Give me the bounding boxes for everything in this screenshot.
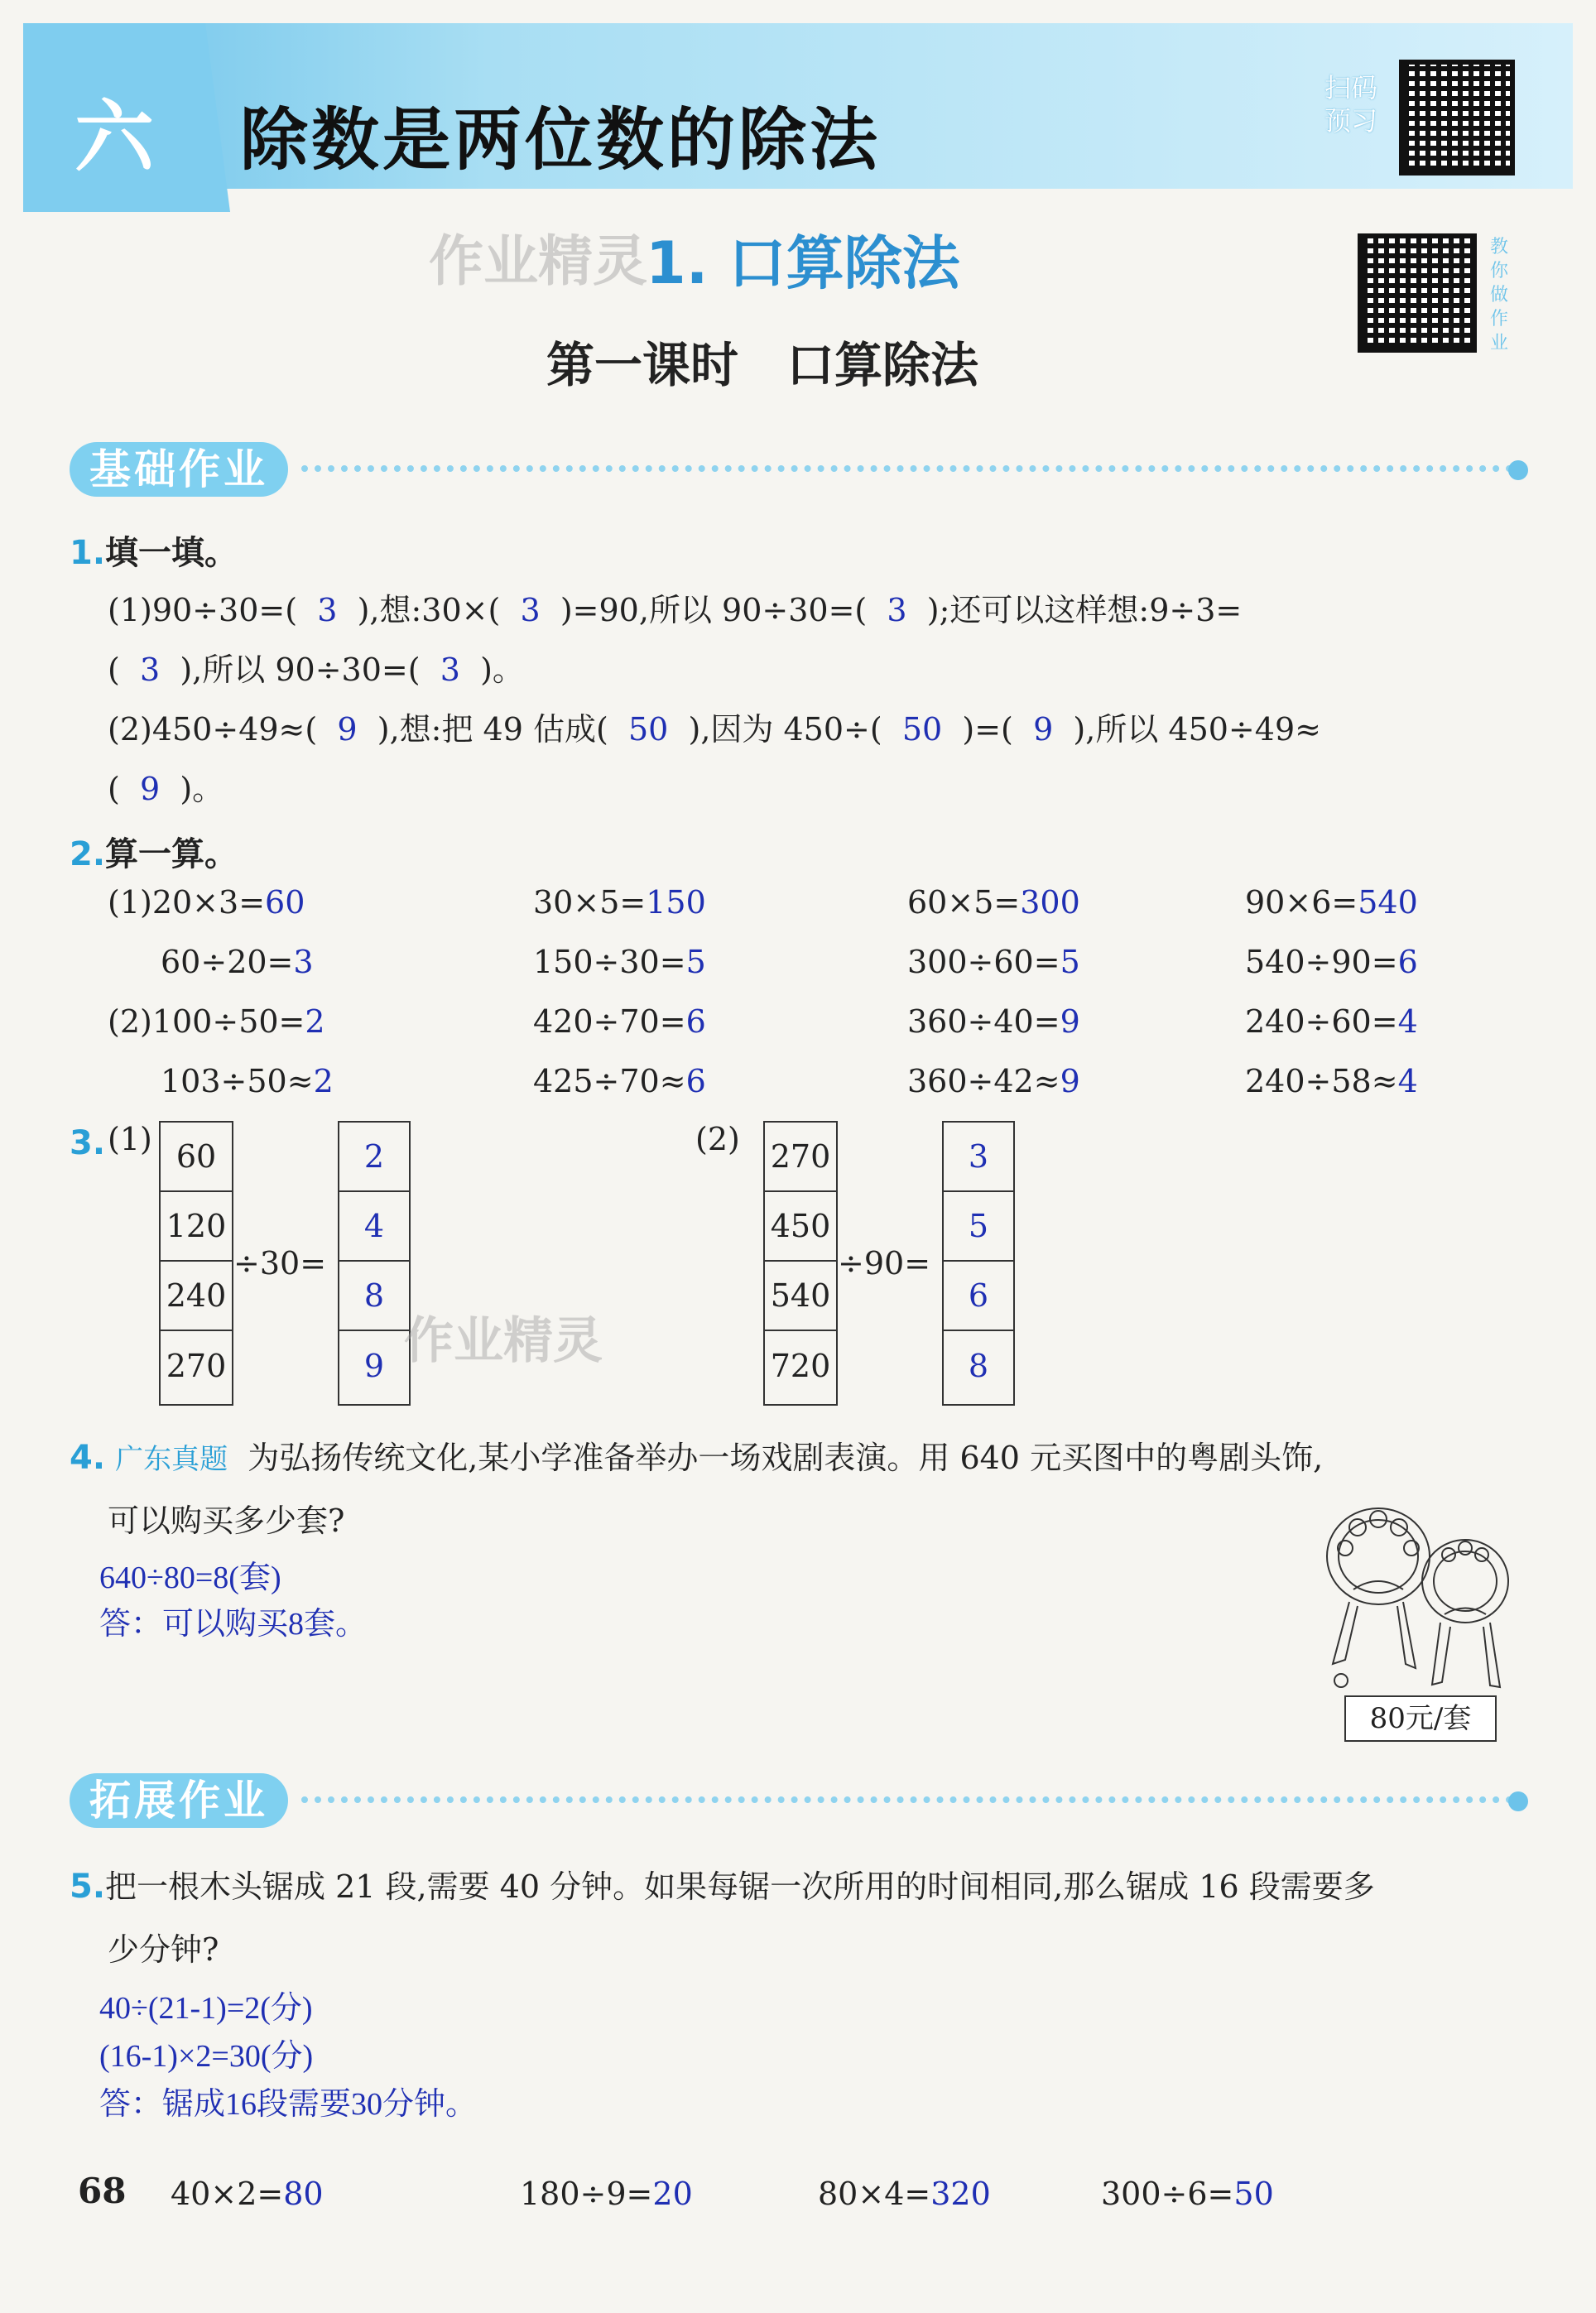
expr: 30×5= [533,884,647,921]
text: )=( [962,711,1013,748]
text: ),所以 90÷30=( [180,652,421,688]
quotient-cell: 3 [944,1123,1013,1192]
text: ),因为 450÷( [688,711,882,748]
expr: 90×6= [1245,884,1358,921]
expr: 103÷50≈ [161,1063,314,1099]
text: )。 [480,652,524,688]
calc-item [907,944,1080,980]
question-number: 2. [70,835,106,873]
expr: 540÷90= [1245,944,1398,980]
handwritten-answer: 答：锯成16段需要30分钟。 [99,2087,478,2122]
quotient-cell: 9 [363,1348,385,1384]
answer: 50 [901,711,943,748]
question-title: 填一填。 [105,534,238,572]
expr: 180÷9= [520,2176,653,2212]
calc-item [907,884,1080,921]
calc-item [1245,944,1418,980]
scan-preview-label [1324,71,1377,137]
calc-item [161,944,314,980]
homework-help-qr-code-icon[interactable] [1358,233,1477,353]
dividend-cell: 270 [765,1123,836,1192]
footer-calc [1101,2176,1274,2212]
quotient-cell: 2 [339,1123,409,1192]
dividend-cell: 540 [765,1262,836,1331]
expr: 80×4= [818,2176,931,2212]
expr: 300÷60= [907,944,1060,980]
question-text-cont: 可以购买多少套? [108,1503,345,1539]
q1-line-4 [108,763,224,809]
footer-calc [818,2176,991,2212]
calc-item [108,1003,325,1040]
q3-part2-dividends [763,1121,838,1406]
expr: 420÷70= [533,1003,686,1040]
scan-label-line2: 预习 [1324,105,1378,137]
handwritten-answer: 答：可以购买8套。 [99,1607,368,1642]
expr: 150÷30= [533,944,686,980]
section-title: 1. 口算除法 [646,229,960,297]
dividend-cell: 60 [161,1123,232,1192]
text: (1)90÷30=( [108,592,298,628]
calc-item [533,1003,706,1040]
answer: 80 [283,2176,324,2212]
answer: 300 [1020,884,1080,921]
answer: 4 [1397,1063,1418,1099]
answer: 3 [440,652,460,688]
footer-calc [171,2176,324,2212]
answer: 540 [1358,884,1418,921]
expr: 60÷20= [161,944,294,980]
expr: 60×5= [907,884,1021,921]
expr: 240÷60= [1245,1003,1398,1040]
quotient-cell: 6 [944,1262,1013,1331]
q1-line-2 [108,644,524,690]
expr: (2)100÷50= [108,1003,305,1040]
q3-part2-quotients [942,1121,1015,1406]
calc-item [907,1003,1080,1040]
question-number: 1. [70,534,106,572]
calc-item [161,1063,334,1099]
watermark: 作业精灵 [404,1312,603,1370]
expr: 300÷6= [1101,2176,1234,2212]
expr: (1)20×3= [108,884,266,921]
q3-part1-operator: ÷30= [233,1245,327,1282]
calc-item [1245,884,1418,921]
question-title: 算一算。 [105,835,238,873]
quotient-cell: 8 [339,1262,409,1331]
divider-end-dot [1508,1791,1528,1811]
quotient-cell: 8 [968,1348,989,1384]
answer: 320 [930,2176,991,2212]
dividend-cell: 120 [161,1192,232,1262]
answer: 60 [265,884,305,921]
extended-homework-band [70,1773,1518,1826]
handwritten-answer: (16-1)×2=30(分) [99,2039,314,2074]
expr: 360÷40= [907,1003,1060,1040]
answer: 150 [646,884,706,921]
divider-end-dot [1508,460,1528,480]
answer: 9 [1060,1063,1080,1099]
dividend-cell: 720 [770,1348,831,1384]
calc-item [533,884,706,921]
question-text-cont: 少分钟? [108,1931,219,1968]
answer: 6 [685,1063,706,1099]
answer: 2 [313,1063,334,1099]
q1-line-3 [108,704,1321,749]
answer: 5 [685,944,706,980]
expr: 360÷42≈ [907,1063,1060,1099]
answer: 5 [1060,944,1080,980]
text: ( [108,771,120,807]
calc-item [907,1063,1080,1099]
dividend-cell: 270 [166,1348,227,1384]
quotient-cell: 5 [944,1192,1013,1262]
handwritten-answer: 40÷(21-1)=2(分) [99,1991,313,2026]
question-5 [70,1861,1375,1907]
question-4 [70,1432,1323,1478]
quotient-cell: 4 [339,1192,409,1262]
question-text: 把一根木头锯成 21 段,需要 40 分钟。如果每锯一次所用的时间相同,那么锯成 16 段需要多 [105,1868,1375,1905]
q3-part1-quotients [338,1121,411,1406]
chapter-number: 六 [75,91,154,184]
answer: 6 [685,1003,706,1040]
question-1 [70,527,238,574]
calc-item [1245,1063,1418,1099]
answer: 3 [887,592,907,628]
q1-line-1 [108,584,1242,630]
page-number: 68 [78,2171,127,2211]
basic-homework-band [70,442,1518,495]
answer: 9 [1033,711,1054,748]
price-tag: 80元/套 [1344,1695,1497,1742]
scan-label-line1: 扫码 [1324,72,1378,103]
calc-item [1245,1003,1418,1040]
question-text: 为弘扬传统文化,某小学准备举办一场戏剧表演。用 640 元买图中的粤剧头饰, [248,1440,1324,1476]
answer: 9 [140,771,161,807]
chapter-title: 除数是两位数的除法 [240,101,882,180]
text: )=90,所以 90÷30=( [560,592,868,628]
dotted-divider [301,1796,1526,1803]
calc-item [108,884,305,921]
expr: 425÷70≈ [533,1063,686,1099]
answer: 50 [1233,2176,1274,2212]
answer: 20 [652,2176,693,2212]
answer: 3 [140,652,161,688]
footer-calc [520,2176,693,2212]
basic-homework-label: 基础作业 [70,442,288,497]
expr: 40×2= [171,2176,284,2212]
cantonese-opera-headdress-illustration [1308,1490,1523,1697]
q3-part1-dividends [159,1121,233,1406]
lesson-title: 第一课时 口算除法 [546,337,979,393]
answer: 3 [293,944,314,980]
text: ( [108,652,120,688]
preview-qr-code-icon[interactable] [1399,60,1515,176]
answer: 9 [337,711,358,748]
q3-part1-label: (1) [108,1121,152,1157]
answer: 4 [1397,1003,1418,1040]
text: );还可以这样想:9÷3= [926,592,1243,628]
q3-part2-operator: ÷90= [838,1245,931,1282]
expr: 240÷58≈ [1245,1063,1398,1099]
text: ),想:30×( [357,592,501,628]
answer: 6 [1397,944,1418,980]
answer: 3 [520,592,541,628]
text: (2)450÷49≈( [108,711,318,748]
extended-homework-label: 拓展作业 [70,1773,288,1828]
source-tag: 广东真题 [115,1443,228,1476]
answer: 2 [305,1003,325,1040]
question-2 [70,828,238,875]
text: ),想:把 49 估成( [377,711,608,748]
watermark: 作业精灵 [429,229,647,293]
question-number: 5. [70,1868,106,1906]
answer: 50 [627,711,669,748]
calc-item [533,1063,706,1099]
dividend-cell: 450 [765,1192,836,1262]
answer: 9 [1060,1003,1080,1040]
handwritten-answer: 640÷80=8(套) [99,1560,281,1595]
dividend-cell: 240 [161,1262,232,1331]
question-number: 4. [70,1439,106,1477]
text: ),所以 450÷49≈ [1073,711,1321,748]
question-number: 3. [70,1124,106,1162]
calc-item [533,944,706,980]
text: )。 [180,771,224,807]
q3-part2-label: (2) [695,1121,740,1157]
dotted-divider [301,465,1526,472]
howto-label: 教你做作业 [1490,237,1509,353]
answer: 3 [317,592,338,628]
